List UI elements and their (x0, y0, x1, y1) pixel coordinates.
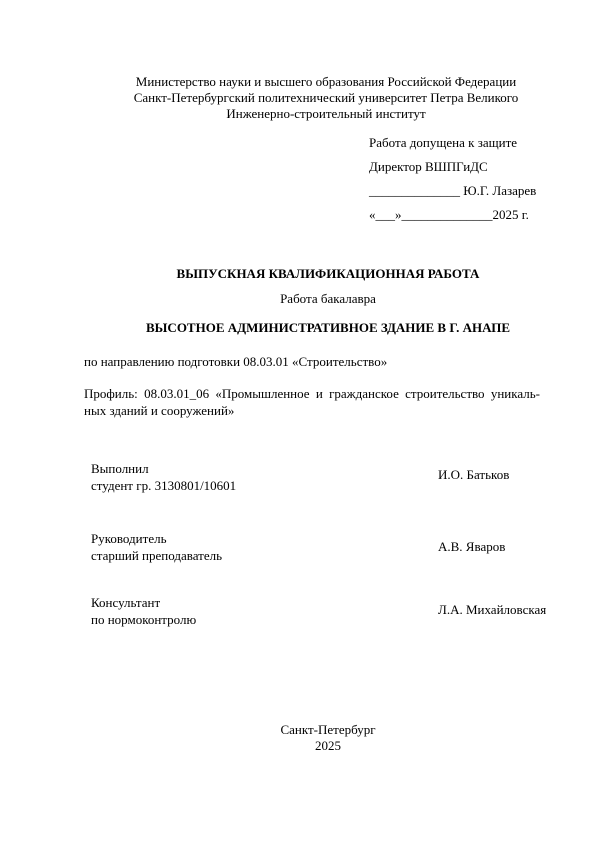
study-direction: по направлению подготовки 08.03.01 «Строительство» (84, 354, 388, 369)
signature-name: Л.А. Михайловская (438, 602, 547, 617)
signature-row-student (91, 460, 236, 494)
signature-position: студент гр. 3130801/10601 (91, 478, 237, 493)
study-profile: Профиль: 08.03.01_06 «Промышленное и гражданское строительство уникаль-ных зданий и сооружений» (84, 386, 540, 418)
signature-name: А.В. Яваров (438, 539, 506, 554)
university-line: Санкт-Петербургский политехнический университет Петра Великого (133, 90, 519, 105)
signature-row-supervisor (91, 530, 222, 564)
signature-role: Руководитель (91, 531, 167, 546)
work-type-title: ВЫПУСКНАЯ КВАЛИФИКАЦИОННАЯ РАБОТА (176, 266, 480, 281)
institution-header (0, 74, 595, 122)
ministry-line: Министерство науки и высшего образования Российской Федерации (135, 74, 517, 89)
work-topic: ВЫСОТНОЕ АДМИНИСТРАТИВНОЕ ЗДАНИЕ В Г. АНАПЕ (146, 320, 510, 335)
signature-role: Консультант (91, 595, 161, 610)
signature-name: И.О. Батьков (438, 467, 510, 482)
approver-position: Директор ВШПГиДС (369, 159, 488, 174)
signature-position: старший преподаватель (91, 548, 223, 563)
signature-row-consultant (91, 594, 196, 628)
footer-city: Санкт-Петербург (280, 722, 376, 737)
work-subtitle: Работа бакалавра (280, 291, 376, 306)
footer-year: 2025 (315, 738, 341, 753)
approval-date-line: «___»______________2025 г. (369, 207, 529, 222)
approver-signature-line: ______________ Ю.Г. Лазарев (369, 183, 537, 198)
signature-position: по нормоконтролю (91, 612, 197, 627)
institute-line: Инженерно-строительный институт (226, 106, 426, 121)
signature-role: Выполнил (91, 461, 149, 476)
approval-status: Работа допущена к защите (369, 135, 518, 150)
